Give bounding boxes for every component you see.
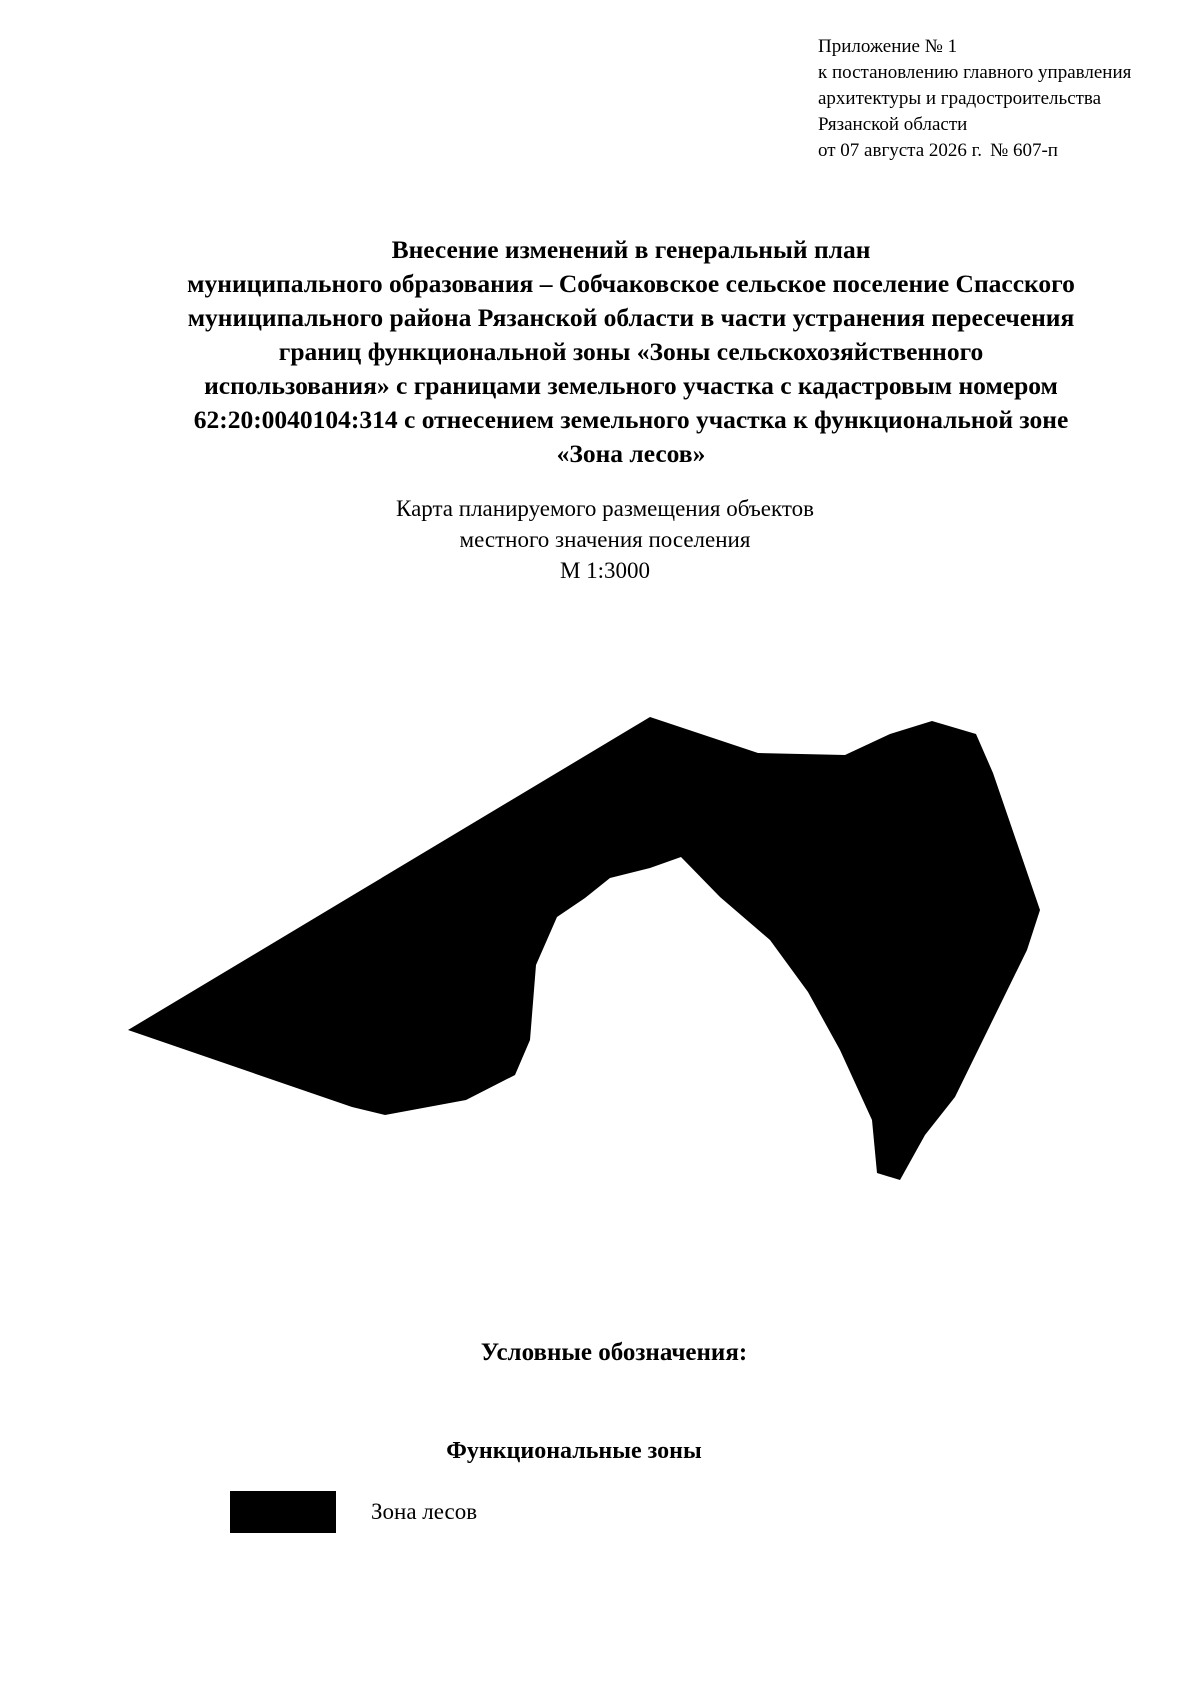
- map-caption-line: Карта планируемого размещения объектов: [396, 496, 814, 521]
- appendix-line: Приложение № 1: [818, 36, 958, 57]
- map-scale: М 1:3000: [559, 558, 651, 583]
- map-caption: [0, 493, 1200, 586]
- appendix-date: от 07 августа 2026 г.: [818, 140, 983, 161]
- title-line: 62:20:0040104:314 с отнесением земельного участка к функциональной зоне: [193, 405, 1069, 434]
- appendix-header: [818, 34, 1188, 164]
- map-caption-line: местного значения поселения: [459, 527, 751, 552]
- appendix-date-line: [818, 138, 1188, 164]
- document-title: [0, 233, 1200, 471]
- legend-label: Зона лесов: [371, 1499, 478, 1524]
- legend-section-title: Функциональные зоны: [446, 1438, 702, 1464]
- title-line: «Зона лесов»: [556, 439, 706, 468]
- title-line: использования» с границами земельного участка с кадастровым номером: [204, 371, 1058, 400]
- appendix-number: № 607-п: [990, 140, 1058, 161]
- appendix-line: к постановлению главного управления: [818, 62, 1132, 83]
- title-line: границ функциональной зоны «Зоны сельскохозяйственного: [278, 337, 984, 366]
- title-line: муниципального образования – Собчаковское сельское поселение Спасского: [187, 269, 1075, 298]
- appendix-line: архитектуры и градостроительства: [818, 88, 1102, 109]
- legend-item: [230, 1490, 477, 1534]
- forest-zone-polygon: [128, 717, 1040, 1180]
- legend-swatch-forest: [230, 1491, 336, 1533]
- title-line: муниципального района Рязанской области в части устранения пересечения: [187, 303, 1075, 332]
- legend-title: Условные обозначения:: [480, 1339, 748, 1366]
- appendix-line: Рязанской области: [818, 114, 968, 135]
- title-line: Внесение изменений в генеральный план: [391, 235, 871, 264]
